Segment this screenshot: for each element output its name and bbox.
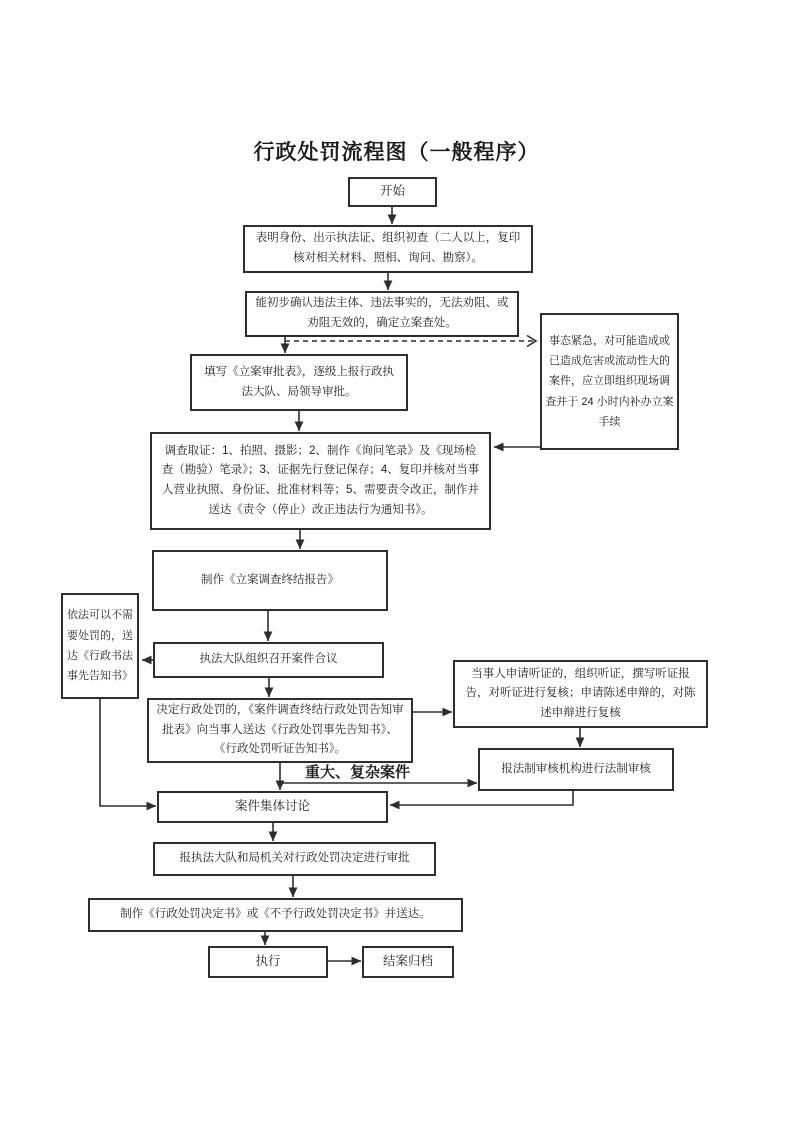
flow-node-identify: 表明身份、出示执法证、组织初查（二人以上，复印核对相关材料、照相、询问、勘察）。 (243, 225, 533, 273)
flow-node-group-discussion: 案件集体讨论 (157, 791, 388, 823)
flow-node-hearing: 当事人申请听证的，组织听证，撰写听证报告，对听证进行复核；申请陈述申辩的，对陈述申辩进行复核 (453, 660, 708, 728)
flow-node-archive: 结案归档 (362, 946, 454, 978)
flow-node-confirm: 能初步确认违法主体、违法事实的，无法劝阻、或劝阻无效的，确定立案查处。 (245, 291, 519, 337)
flow-node-report: 制作《立案调查终结报告》 (152, 550, 388, 611)
flow-node-no-penalty: 依法可以不需要处罚的，送达《行政书法事先告知书》 (61, 593, 139, 699)
flow-node-filing: 填写《立案审批表》，逐级上报行政执法大队、局领导审批。 (190, 354, 408, 411)
flow-node-approval: 报执法大队和局机关对行政处罚决定进行审批 (153, 842, 436, 876)
flow-node-urgent-case: 事态紧急，对可能造成或已造成危害或流动性大的案件，应立即组织现场调查并于 24 小时内补办立案手续 (540, 313, 679, 450)
flow-node-decision-document: 制作《行政处罚决定书》或《不予行政处罚决定书》并送达。 (88, 898, 463, 932)
flow-node-start: 开始 (348, 177, 437, 207)
flow-node-decide-penalty: 决定行政处罚的，《案件调查终结行政处罚告知审批表》向当事人送达《行政处罚事先告知书》、《行政处罚听证告知书》。 (147, 698, 413, 763)
flow-node-execute: 执行 (208, 946, 328, 978)
flow-node-evidence: 调查取证：1、拍照、摄影；2、制作《询问笔录》及《现场检查（勘验）笔录》；3、证据先行登记保存；4、复印并核对当事人营业执照、身份证、批准材料等；5、需要责令改正，制作并送达《责令（停止）改正违法行为通知书》。 (150, 432, 491, 530)
flow-node-case-meeting: 执法大队组织召开案件合议 (153, 642, 384, 678)
flow-node-legal-review: 报法制审核机构进行法制审核 (478, 748, 674, 791)
edge-label-major-complex-case: 重大、复杂案件 (305, 764, 411, 781)
page-title: 行政处罚流程图（一般程序） (253, 141, 540, 164)
